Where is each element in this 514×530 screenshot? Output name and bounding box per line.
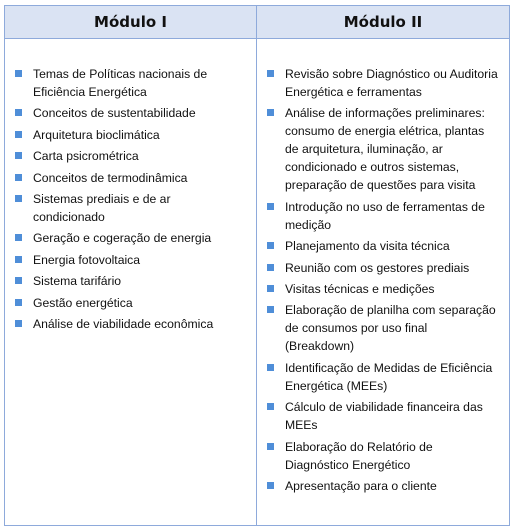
bullet-icon <box>15 109 22 116</box>
list-item: Elaboração do Relatório de Diagnóstico Energético <box>261 438 505 474</box>
bullet-icon <box>267 403 274 410</box>
module-1-list <box>9 65 249 336</box>
module-1-title: Módulo I <box>94 13 167 31</box>
list-item: Energia fotovoltaica <box>9 251 249 269</box>
bullet-icon <box>15 320 22 327</box>
list-item: Sistemas prediais e de ar condicionado <box>9 190 249 226</box>
module-1-header <box>5 6 257 39</box>
module-2-title: Módulo II <box>343 13 423 31</box>
bullet-icon <box>15 174 22 181</box>
modules-table <box>4 5 510 526</box>
bullet-icon <box>267 482 274 489</box>
bullet-icon <box>267 242 274 249</box>
module-2-header <box>257 6 509 39</box>
list-item: Geração e cogeração de energia <box>9 229 249 247</box>
list-item: Introdução no uso de ferramentas de medição <box>261 198 505 234</box>
list-item: Apresentação para o cliente <box>261 477 505 495</box>
list-item: Análise de informações preliminares: consumo de energia elétrica, plantas de arquitetura, iluminação, ar condicionado e outros sistemas, preparação de questões para visita <box>261 104 505 194</box>
bullet-icon <box>267 109 274 116</box>
bullet-icon <box>267 285 274 292</box>
list-item: Arquitetura bioclimática <box>9 126 249 144</box>
bullet-icon <box>267 203 274 210</box>
bullet-icon <box>267 70 274 77</box>
list-item: Conceitos de sustentabilidade <box>9 104 249 122</box>
bullet-icon <box>267 443 274 450</box>
bullet-icon <box>267 264 274 271</box>
module-2-content <box>257 39 509 525</box>
list-item: Sistema tarifário <box>9 272 249 290</box>
list-item: Visitas técnicas e medições <box>261 280 505 298</box>
list-item: Reunião com os gestores prediais <box>261 259 505 277</box>
bullet-icon <box>15 277 22 284</box>
list-item: Temas de Políticas nacionais de Eficiência Energética <box>9 65 249 101</box>
bullet-icon <box>267 306 274 313</box>
list-item: Identificação de Medidas de Eficiência Energética (MEEs) <box>261 359 505 395</box>
bullet-icon <box>15 131 22 138</box>
list-item: Planejamento da visita técnica <box>261 237 505 255</box>
bullet-icon <box>15 70 22 77</box>
list-item: Gestão energética <box>9 294 249 312</box>
list-item: Análise de viabilidade econômica <box>9 315 249 333</box>
list-item: Elaboração de planilha com separação de consumos por uso final (Breakdown) <box>261 301 505 355</box>
module-1-content <box>5 39 257 525</box>
bullet-icon <box>15 299 22 306</box>
bullet-icon <box>15 152 22 159</box>
bullet-icon <box>15 195 22 202</box>
bullet-icon <box>15 256 22 263</box>
list-item: Cálculo de viabilidade financeira das MEEs <box>261 398 505 434</box>
list-item: Revisão sobre Diagnóstico ou Auditoria Energética e ferramentas <box>261 65 505 101</box>
bullet-icon <box>267 364 274 371</box>
bullet-icon <box>15 234 22 241</box>
module-2-list <box>261 65 505 498</box>
list-item: Conceitos de termodinâmica <box>9 169 249 187</box>
list-item: Carta psicrométrica <box>9 147 249 165</box>
